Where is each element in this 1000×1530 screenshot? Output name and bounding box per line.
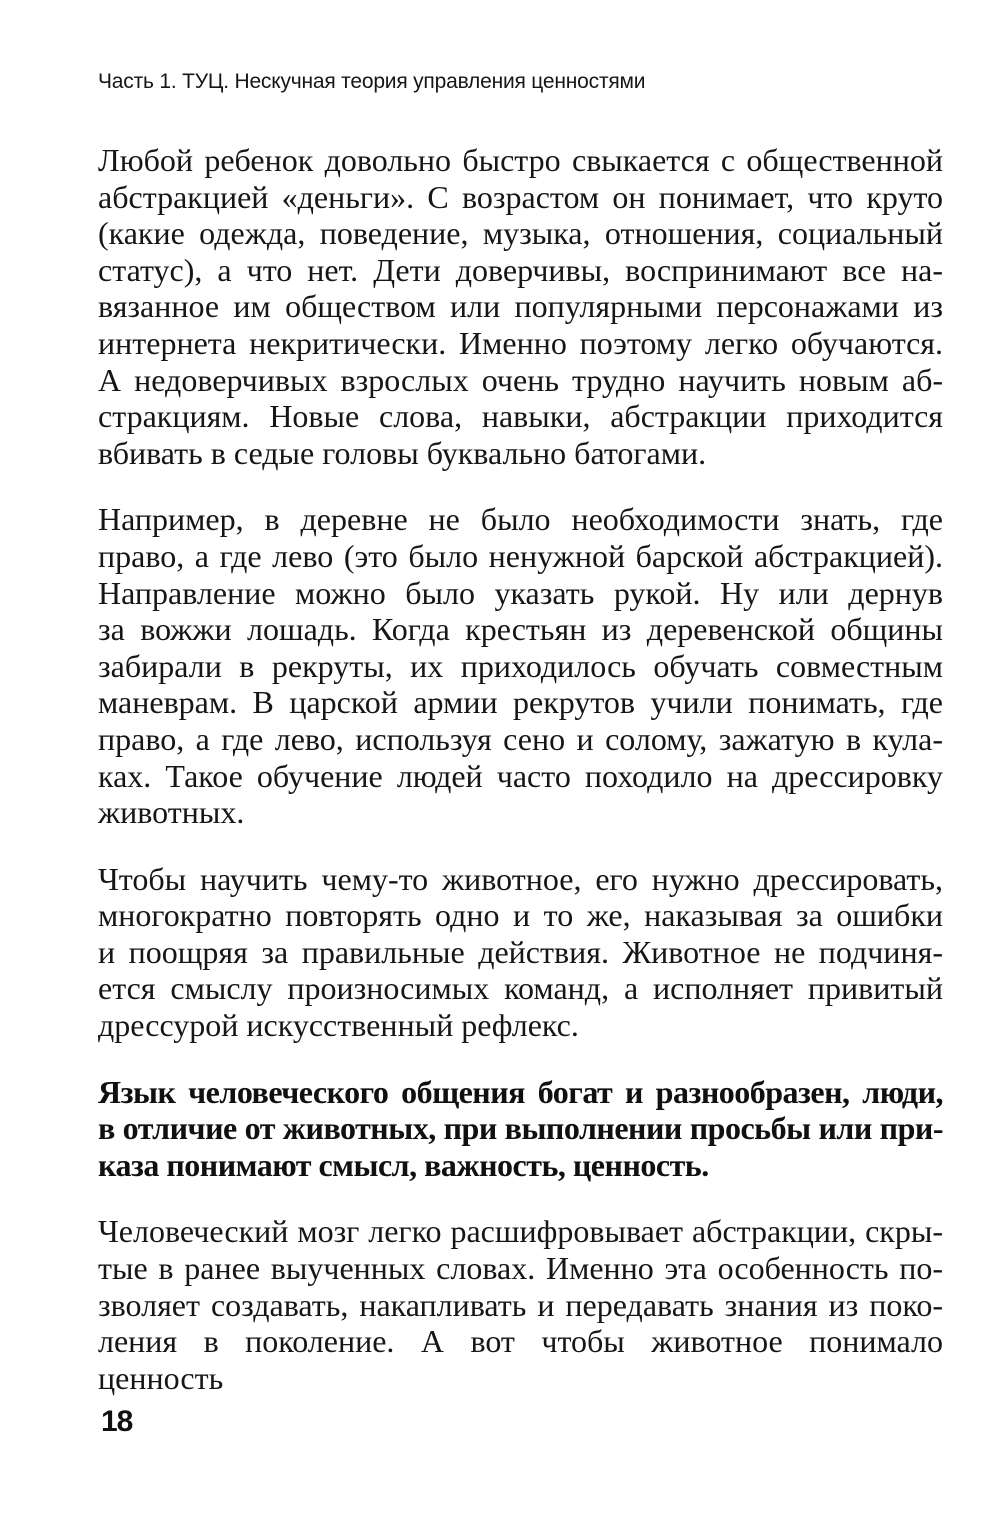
- text-line: зволяет создавать, накапливать и передавать знания из поко-: [98, 1286, 943, 1323]
- text-line: маневрам. В царской армии рекрутов учили понимать, где: [98, 684, 943, 721]
- text-line: тые в ранее выученных словах. Именно эта особенность по-: [98, 1250, 943, 1287]
- text-line: Человеческий мозг легко расшифровывает абстракции, скры-: [98, 1213, 943, 1250]
- text-line: забирали в рекруты, их приходилось обучать совместным: [98, 647, 943, 684]
- text-line: вязанное им обществом или популярными персонажами из: [98, 288, 943, 325]
- text-line: ется смыслу произносимых команд, а исполняет привитый: [98, 970, 943, 1007]
- text-line: дрессурой искусственный рефлекс.: [98, 1007, 579, 1044]
- page-number: 18: [101, 1405, 133, 1438]
- paragraph: [98, 1213, 943, 1396]
- text-line: Направление можно было указать рукой. Ну или дернув: [98, 574, 943, 611]
- text-column: [98, 142, 943, 1426]
- paragraph: [98, 142, 943, 471]
- text-line: и поощряя за правильные действия. Животное не подчиня-: [98, 933, 943, 970]
- paragraph: [98, 861, 943, 1044]
- text-line: Язык человеческого общения богат и разнообразен, люди,: [98, 1073, 943, 1110]
- text-line: Любой ребенок довольно быстро свыкается с общественной: [98, 142, 943, 178]
- text-line: вбивать в седые головы буквально батогами.: [98, 434, 707, 471]
- text-line: животных.: [98, 794, 245, 831]
- text-line: право, а где лево, используя сено и солому, зажатую в кула-: [98, 720, 943, 757]
- text-line: абстракцией «деньги». С возрастом он понимает, что круто: [98, 178, 943, 215]
- paragraph-emphasis: [98, 1074, 943, 1184]
- text-line: статус), а что нет. Дети доверчивы, воспринимают все на-: [98, 251, 943, 288]
- text-line: А недоверчивых взрослых очень трудно научить новым аб-: [98, 361, 943, 398]
- text-line: Например, в деревне не было необходимости знать, где: [98, 501, 943, 538]
- text-line: за вожжи лошадь. Когда крестьян из деревенской общины: [98, 611, 943, 648]
- text-line: многократно повторять одно и то же, наказывая за ошибки: [98, 897, 943, 934]
- text-line: в отличие от животных, при выполнении просьбы или при-: [98, 1110, 943, 1147]
- running-head: Часть 1. ТУЦ. Нескучная теория управления ценностями: [98, 70, 646, 93]
- text-line: каза понимают смысл, важность, ценность.: [98, 1146, 709, 1183]
- text-line: Чтобы научить чему-то животное, его нужно дрессировать,: [98, 860, 943, 897]
- text-line: (какие одежда, поведение, музыка, отношения, социальный: [98, 215, 943, 252]
- text-line: право, а где лево (это было ненужной барской абстракцией).: [98, 537, 943, 574]
- text-line: ления в поколение. А вот чтобы животное понимало ценность: [98, 1323, 943, 1396]
- text-line: стракциям. Новые слова, навыки, абстракции приходится: [98, 398, 943, 435]
- text-line: ках. Такое обучение людей часто походило на дрессировку: [98, 757, 943, 794]
- paragraph: [98, 501, 943, 830]
- text-line: интернета некритически. Именно поэтому легко обучаются.: [98, 324, 943, 361]
